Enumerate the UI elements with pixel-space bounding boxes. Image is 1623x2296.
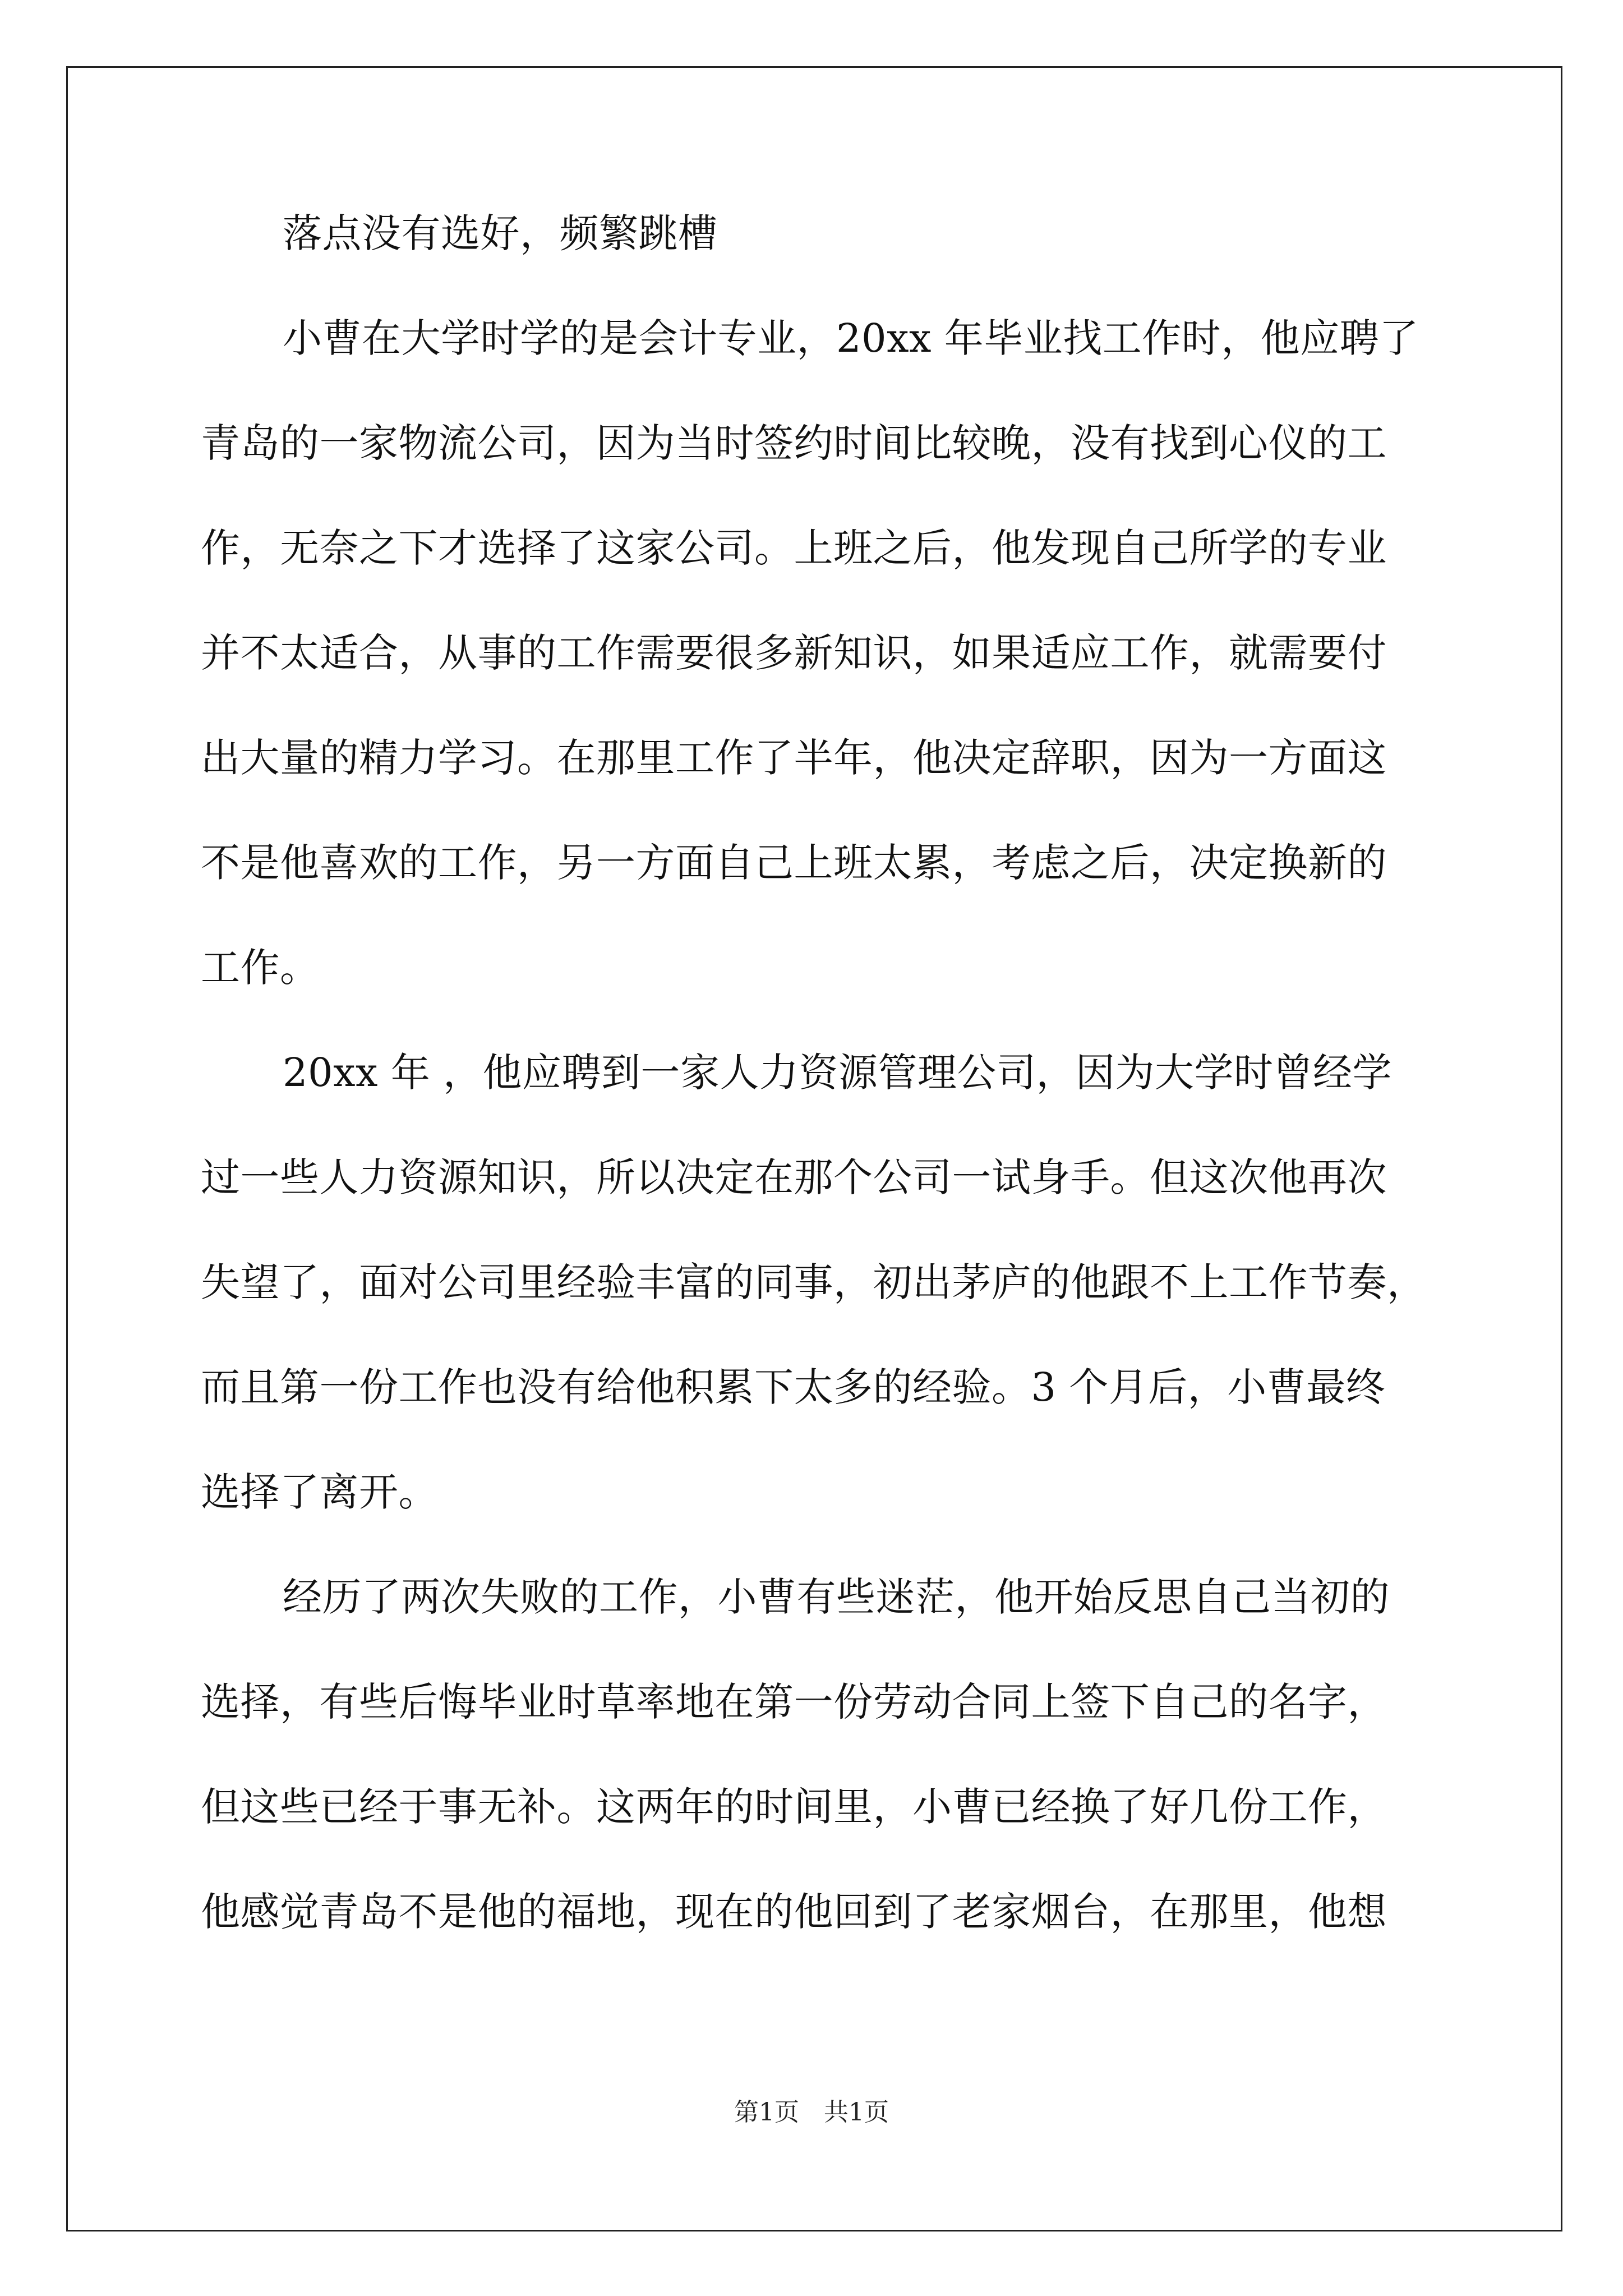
text-line: 他感觉青岛不是他的福地，现在的他回到了老家烟台，在那里，他想 xyxy=(201,1889,1387,1935)
text-line: 小曹在大学时学的是会计专业，20xx 年毕业找工作时，他应聘了 xyxy=(283,315,1419,361)
text-line: 经历了两次失败的工作，小曹有些迷茫，他开始反思自己当初的 xyxy=(283,1574,1390,1620)
text-line: 但这些已经于事无补。这两年的时间里，小曹已经换了好几份工作， xyxy=(201,1784,1387,1830)
text-line: 选择，有些后悔毕业时草率地在第一份劳动合同上签下自己的名字， xyxy=(201,1679,1387,1725)
text-line: 出大量的精力学习。在那里工作了半年，他决定辞职，因为一方面这 xyxy=(201,735,1387,781)
text-line: 而且第一份工作也没有给他积累下太多的经验。3 个月后，小曹最终 xyxy=(201,1364,1386,1410)
section-heading: 落点没有选好，频繁跳槽 xyxy=(283,210,718,256)
text-line: 青岛的一家物流公司，因为当时签约时间比较晚，没有找到心仪的工 xyxy=(201,420,1387,466)
text-line: 不是他喜欢的工作，另一方面自己上班太累，考虑之后，决定换新的 xyxy=(201,840,1387,886)
text-line: 并不太适合，从事的工作需要很多新知识，如果适应工作，就需要付 xyxy=(201,630,1387,676)
text-line: 失望了，面对公司里经验丰富的同事，初出茅庐的他跟不上工作节奏， xyxy=(201,1259,1427,1305)
text-line: 工作。 xyxy=(201,945,320,991)
text-line: 作，无奈之下才选择了这家公司。上班之后，他发现自己所学的专业 xyxy=(201,525,1387,571)
text-line: 选择了离开。 xyxy=(201,1469,438,1515)
page-number-footer: 第1页 共1页 xyxy=(734,2098,889,2127)
text-line: 过一些人力资源知识，所以决定在那个公司一试身手。但这次他再次 xyxy=(201,1154,1387,1200)
text-line: 20xx 年 ，他应聘到一家人力资源管理公司，因为大学时曾经学 xyxy=(283,1050,1393,1096)
